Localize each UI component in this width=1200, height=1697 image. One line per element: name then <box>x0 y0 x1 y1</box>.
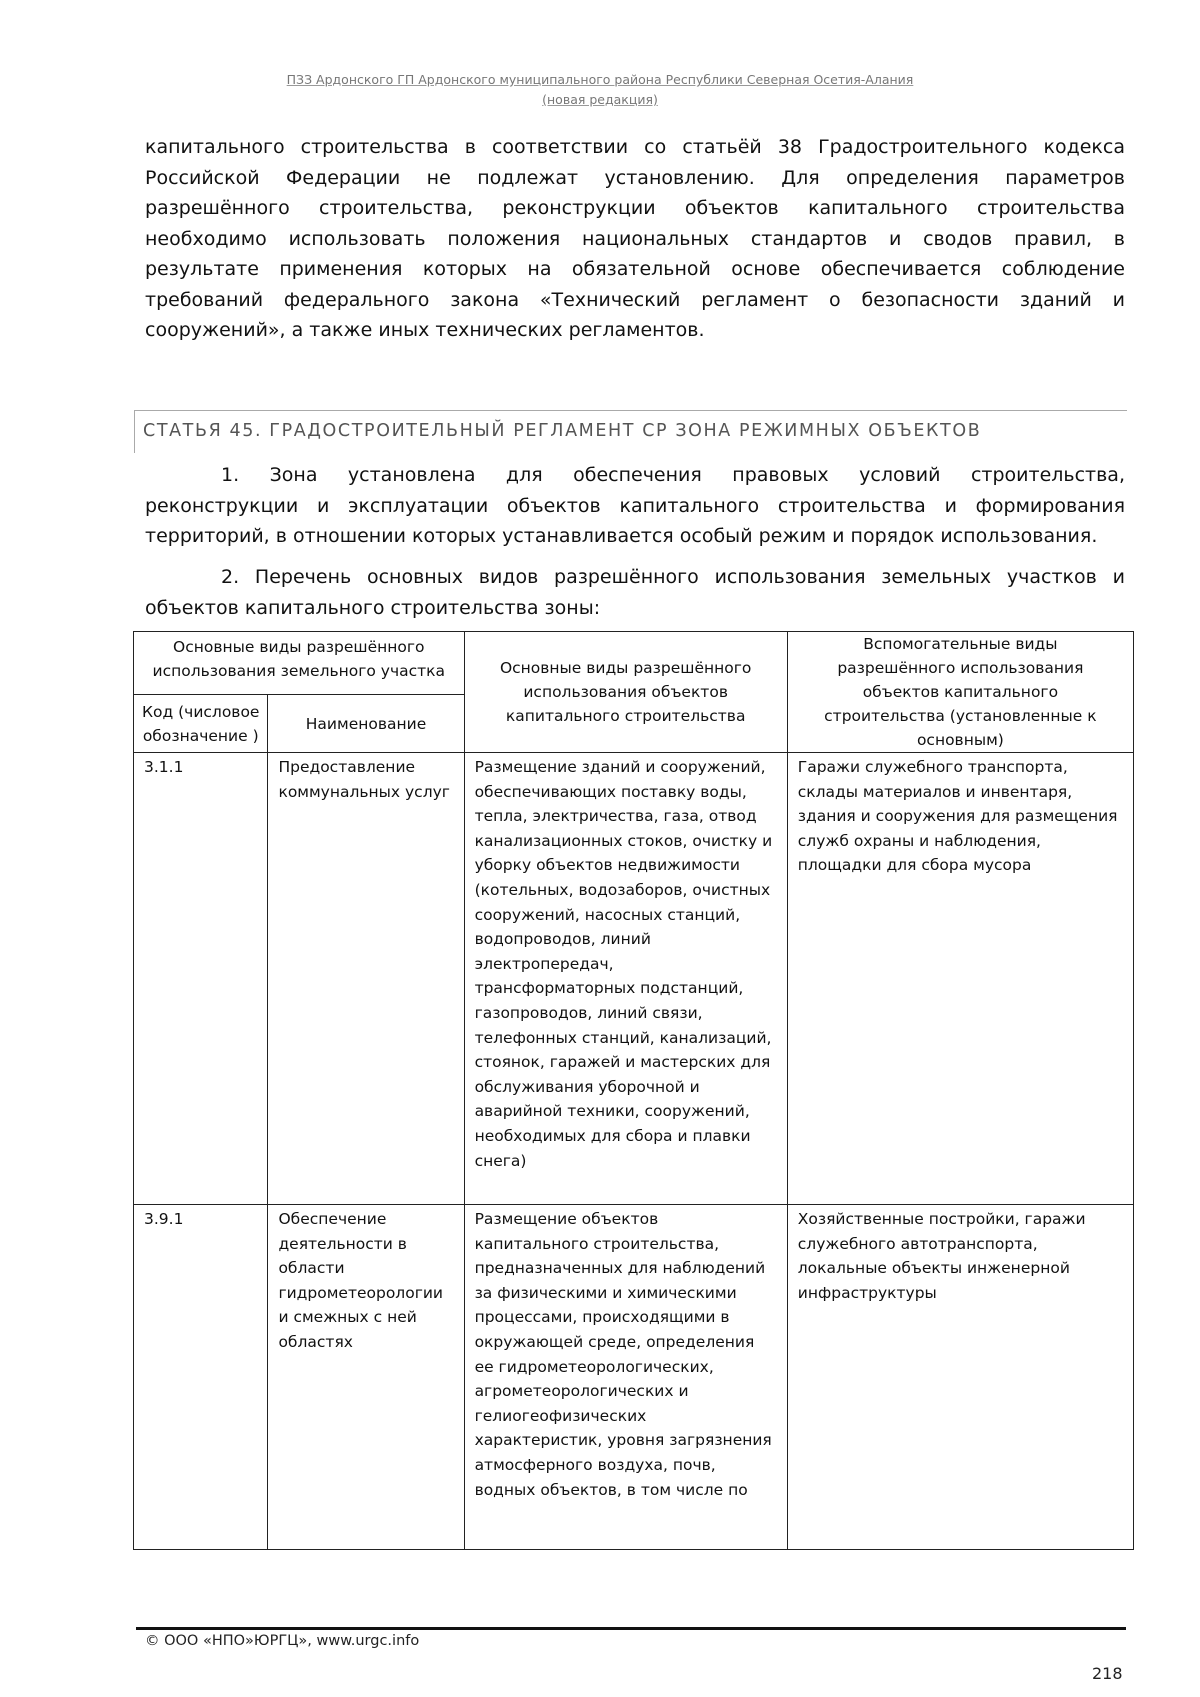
code-cell: 3.9.1 <box>134 1205 268 1550</box>
name-cell: Обеспечение деятельности в области гидрометеорологии и смежных с ней областях <box>268 1205 464 1550</box>
table-header-row <box>134 632 1134 695</box>
aux-uses-header: Вспомогательные виды разрешённого использования объектов капитального строительства (установленные к основным) <box>787 632 1133 753</box>
regulation-table <box>133 631 1134 1550</box>
aux-uses-cell: Гаражи служебного транспорта, склады материалов и инвентаря, здания и сооружения для размещения служб охраны и наблюдения, площадки для сбора мусора <box>787 753 1133 1205</box>
item-2-paragraph <box>145 562 1125 623</box>
article-heading-text: СТАТЬЯ 45. ГРАДОСТРОИТЕЛЬНЫЙ РЕГЛАМЕНТ СР ЗОНА РЕЖИМНЫХ ОБЪЕКТОВ <box>143 421 982 441</box>
text-line: Российской Федерации не подлежат установлению. Для определения параметров <box>145 166 1125 189</box>
text-line: разрешённого строительства, реконструкции объектов капитального строительства <box>145 197 1125 219</box>
running-header-title: ПЗЗ Ардонского ГП Ардонского муниципального района Республики Северная Осетия-Алания <box>286 72 914 87</box>
group-header-cell: Основные виды разрешённого использования земельного участка <box>134 632 465 695</box>
text-line: 2. Перечень основных видов разрешённого использования земельных участков и <box>221 566 1125 588</box>
article-heading <box>134 410 1127 453</box>
text-line: 1. Зона установлена для обеспечения правовых условий строительства, <box>221 464 1125 486</box>
text-line: результате применения которых на обязательной основе обеспечивается соблюдение <box>145 258 1125 280</box>
text-line: требований федерального закона «Технический регламент о безопасности зданий и <box>145 288 1125 311</box>
text-line: необходимо использовать положения национальных стандартов и сводов правил, в <box>145 227 1125 250</box>
text-line: реконструкции и эксплуатации объектов капитального строительства и формирования <box>145 494 1125 517</box>
footer-divider <box>136 1627 1126 1630</box>
main-uses-cell: Размещение зданий и сооружений, обеспечивающих поставку воды, тепла, электричества, газа, отвод канализационных стоков, очистку и уборку объектов недвижимости (котельных, водозаборов, очистных сооружений, насосных станций, водопроводов, линий электропередач, трансформаторных подстанций, газопроводов, линий связи, телефонных станций, канализаций, стоянок, гаражей и мастерских для обслуживания уборочной и аварийной техники, сооружений, необходимых для сбора и плавки снега) <box>464 753 787 1205</box>
main-uses-cell: Размещение объектов капитального строительства, предназначенных для наблюдений за физическими и химическими процессами, происходящими в окружающей среде, определения ее гидрометеорологических, агрометеорологических и гелиогеофизических характеристик, уровня загрязнения атмосферного воздуха, почв, водных объектов, в том числе по <box>464 1205 787 1550</box>
name-cell: Предоставление коммунальных услуг <box>268 753 464 1205</box>
code-cell: 3.1.1 <box>134 753 268 1205</box>
text-line: сооружений», а также иных технических регламентов. <box>145 319 705 341</box>
table-row <box>134 753 1134 1205</box>
table-row <box>134 1205 1134 1550</box>
aux-uses-cell: Хозяйственные постройки, гаражи служебного автотранспорта, локальные объекты инженерной инфраструктуры <box>787 1205 1133 1550</box>
page-number: 218 <box>1092 1664 1123 1683</box>
name-header: Наименование <box>268 695 464 753</box>
text-line: объектов капитального строительства зоны: <box>145 596 601 619</box>
running-header-subtitle: (новая редакция) <box>542 92 658 107</box>
text-line: капитального строительства в соответствии со статьёй 38 Градостроительного кодекса <box>145 136 1125 158</box>
footer-copyright: © ООО «НПО»ЮРГЦ», www.urgc.info <box>145 1633 420 1649</box>
main-uses-header: Основные виды разрешённого использования объектов капитального строительства <box>464 632 787 753</box>
code-header: Код (числовое обозначение ) <box>134 695 268 753</box>
intro-paragraph <box>145 132 1125 346</box>
text-line: территорий, в отношении которых устанавливается особый режим и порядок использования. <box>145 525 1098 547</box>
item-1-paragraph <box>145 460 1125 552</box>
